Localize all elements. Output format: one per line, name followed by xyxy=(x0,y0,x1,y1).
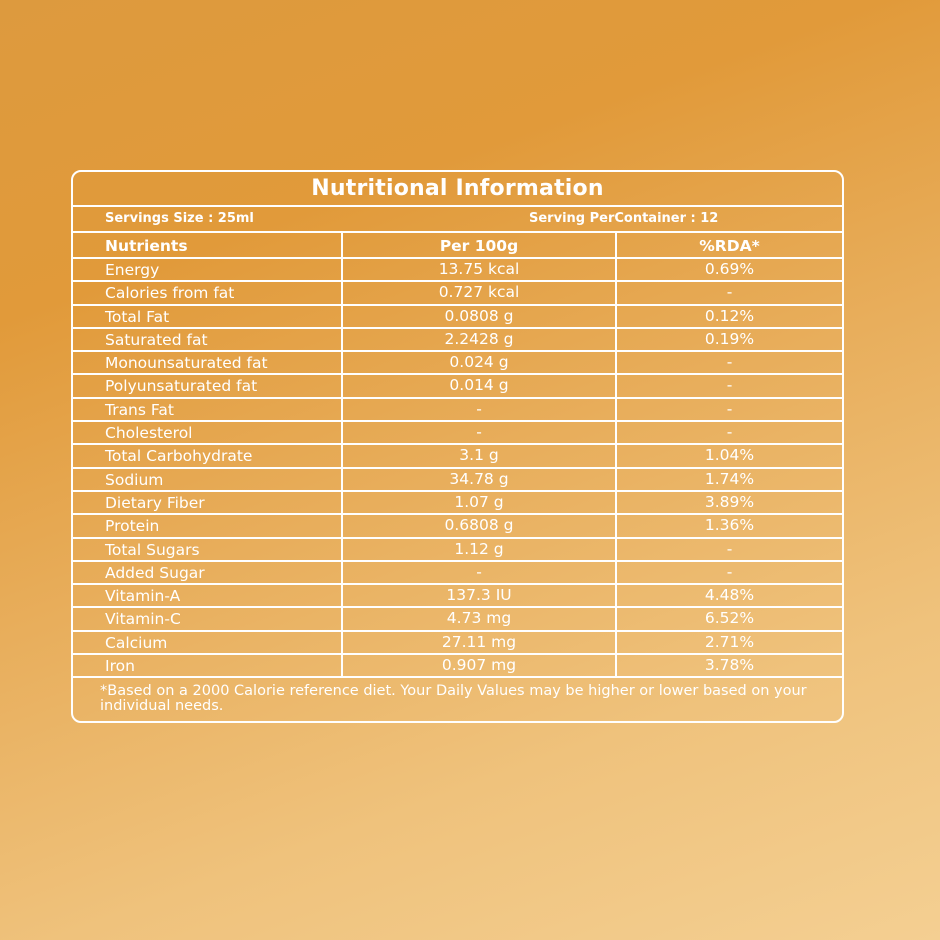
rda-value: - xyxy=(726,376,733,395)
per-100g-value: 27.11 mg xyxy=(343,632,617,653)
header-nutrients: Nutrients xyxy=(73,233,343,257)
rda-value: - xyxy=(726,423,733,442)
rda-value: 3.89% xyxy=(704,492,755,511)
per-100g-value: 0.024 g xyxy=(343,352,617,373)
per-100g-value: 0.727 kcal xyxy=(343,282,617,303)
per-100g-value: 0.014 g xyxy=(343,375,617,396)
per-100g-value: 137.3 IU xyxy=(343,585,617,606)
table-header xyxy=(73,233,842,259)
nutrient-name: Calcium xyxy=(73,632,343,653)
table-row xyxy=(73,422,842,445)
table-title: Nutritional Information xyxy=(73,172,842,207)
per-100g-value: 0.6808 g xyxy=(343,515,617,536)
nutrient-name: Added Sugar xyxy=(73,562,343,583)
per-100g-value: - xyxy=(343,422,617,443)
rda-value: 0.69% xyxy=(704,260,755,278)
table-row xyxy=(73,329,842,352)
table-row xyxy=(73,469,842,492)
rda-value: 0.19% xyxy=(704,329,755,348)
nutrient-name: Iron xyxy=(73,655,343,676)
serving-size: Servings Size : 25ml xyxy=(105,211,254,226)
table-row xyxy=(73,608,842,631)
table-row xyxy=(73,515,842,538)
table-row xyxy=(73,539,842,562)
table-row xyxy=(73,445,842,468)
nutrient-name: Dietary Fiber xyxy=(73,492,343,513)
table-row xyxy=(73,562,842,585)
rda-value: - xyxy=(726,399,733,418)
rda-value: - xyxy=(726,562,733,581)
header-per-100g: Per 100g xyxy=(343,233,617,257)
rda-value: 6.52% xyxy=(704,609,755,628)
per-100g-value: - xyxy=(343,399,617,420)
nutrient-name: Trans Fat xyxy=(73,399,343,420)
nutrient-name: Saturated fat xyxy=(73,329,343,350)
rda-value: 3.78% xyxy=(704,656,755,675)
per-100g-value: 4.73 mg xyxy=(343,608,617,629)
rda-value: 0.12% xyxy=(704,306,755,325)
rda-value: 1.36% xyxy=(704,516,755,535)
table-row xyxy=(73,585,842,608)
nutrient-name: Total Fat xyxy=(73,306,343,327)
table-row xyxy=(73,375,842,398)
nutrient-name: Sodium xyxy=(73,469,343,490)
table-row xyxy=(73,259,842,282)
table-row xyxy=(73,282,842,305)
table-row xyxy=(73,399,842,422)
serving-per-container: Serving PerContainer : 12 xyxy=(529,211,719,226)
nutrient-name: Polyunsaturated fat xyxy=(73,375,343,396)
rda-value: 1.74% xyxy=(704,469,755,488)
per-100g-value: 1.12 g xyxy=(343,539,617,560)
table-row xyxy=(73,352,842,375)
per-100g-value: 0.0808 g xyxy=(343,306,617,327)
rda-value: 2.71% xyxy=(704,632,755,651)
serving-info-row xyxy=(73,207,842,233)
per-100g-value: 1.07 g xyxy=(343,492,617,513)
nutrient-name: Cholesterol xyxy=(73,422,343,443)
footnote: *Based on a 2000 Calorie reference diet. Your Daily Values may be higher or lower based on your individual needs. xyxy=(100,683,807,715)
nutrient-name: Total Carbohydrate xyxy=(73,445,343,466)
per-100g-value: 2.2428 g xyxy=(343,329,617,350)
rda-value: - xyxy=(726,283,733,302)
nutrient-name: Calories from fat xyxy=(73,282,343,303)
table-row xyxy=(73,492,842,515)
rda-value: 4.48% xyxy=(704,586,755,605)
nutrient-name: Total Sugars xyxy=(73,539,343,560)
table-row xyxy=(73,655,842,678)
nutrient-name: Vitamin-A xyxy=(73,585,343,606)
nutrition-table xyxy=(71,170,844,723)
header-rda: %RDA* xyxy=(699,237,760,255)
per-100g-value: - xyxy=(343,562,617,583)
rda-value: - xyxy=(726,539,733,558)
table-row xyxy=(73,306,842,329)
per-100g-value: 13.75 kcal xyxy=(343,259,617,280)
rda-value: 1.04% xyxy=(704,446,755,465)
nutrient-name: Vitamin-C xyxy=(73,608,343,629)
table-row xyxy=(73,632,842,655)
rda-value: - xyxy=(726,353,733,372)
nutrient-name: Energy xyxy=(73,259,343,280)
per-100g-value: 34.78 g xyxy=(343,469,617,490)
nutrient-name: Monounsaturated fat xyxy=(73,352,343,373)
per-100g-value: 3.1 g xyxy=(343,445,617,466)
per-100g-value: 0.907 mg xyxy=(343,655,617,676)
nutrient-name: Protein xyxy=(73,515,343,536)
